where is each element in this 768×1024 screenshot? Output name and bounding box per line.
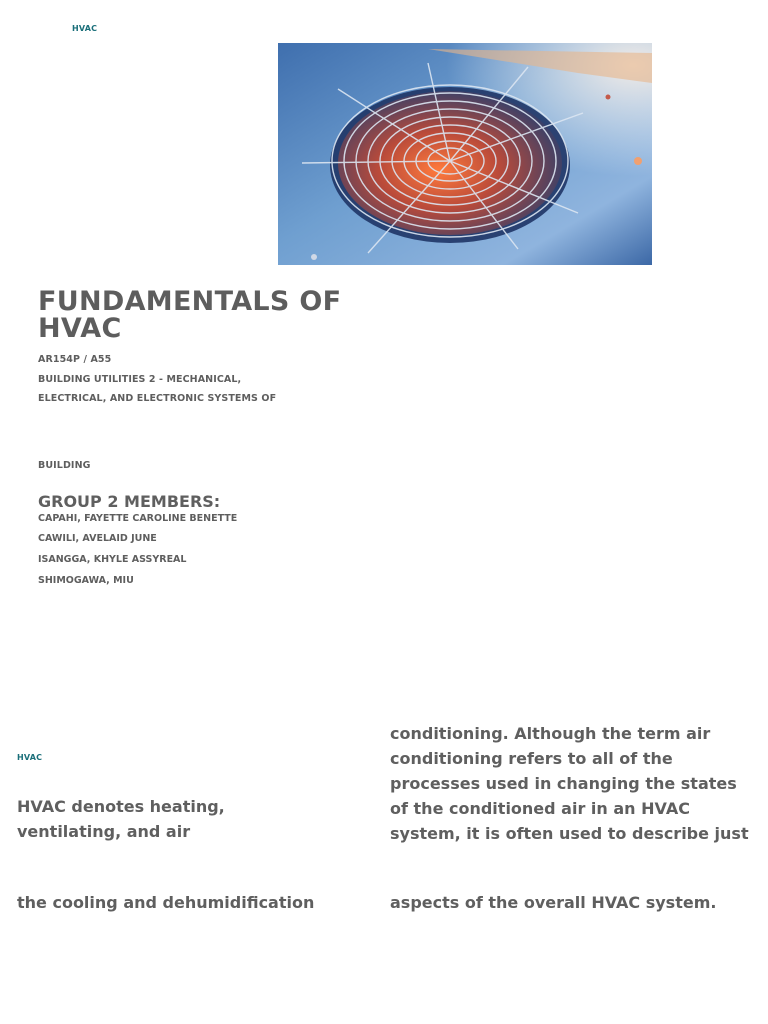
text-line: conditioning refers to all of the — [390, 749, 673, 768]
right-bottom-line: aspects of the overall HVAC system. — [390, 893, 717, 912]
fan-image — [278, 43, 652, 265]
course-line-2: ELECTRICAL, AND ELECTRONIC SYSTEMS OF — [38, 393, 277, 404]
member-item: CAWILI, AVELAID JUNE — [38, 533, 157, 544]
hvac-tag: HVAC — [72, 24, 98, 33]
member-item: ISANGGA, KHYLE ASSYREAL — [38, 554, 187, 565]
course-code: AR154P / A55 — [38, 354, 112, 365]
course-line-1: BUILDING UTILITIES 2 - MECHANICAL, — [38, 374, 242, 385]
page-title: FUNDAMENTALS OF HVAC — [38, 286, 342, 344]
member-item: CAPAHI, FAYETTE CAROLINE BENETTE — [38, 513, 238, 524]
text-line: of the conditioned air in an HVAC — [390, 799, 690, 818]
member-item: SHIMOGAWA, MIU — [38, 575, 134, 586]
group-heading: GROUP 2 MEMBERS: — [38, 492, 221, 511]
text-line: HVAC denotes heating, — [17, 797, 225, 816]
left-paragraph — [17, 794, 225, 844]
text-line: conditioning. Although the term air — [390, 724, 711, 743]
fan-illustration — [278, 43, 652, 265]
text-line: system, it is often used to describe just — [390, 824, 749, 843]
course-line-3: BUILDING — [38, 460, 91, 471]
left-bottom-line: the cooling and dehumidification — [17, 893, 315, 912]
text-line: processes used in changing the states — [390, 774, 737, 793]
right-paragraph — [390, 721, 749, 846]
hvac-tag-2: HVAC — [17, 753, 43, 762]
text-line: ventilating, and air — [17, 822, 191, 841]
